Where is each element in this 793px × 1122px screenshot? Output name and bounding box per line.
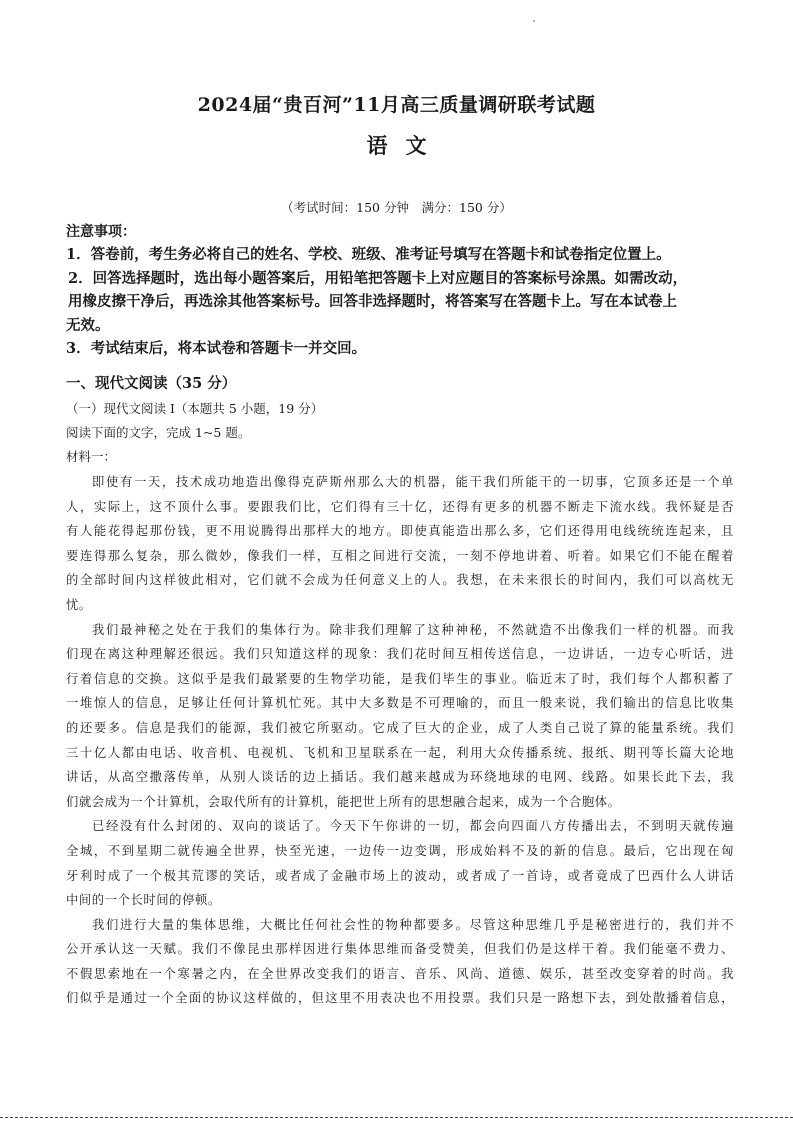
subject-title: 语文 — [366, 133, 445, 158]
notes-item: 3．考试结束后，将本试卷和答题卡一并交回。 — [66, 340, 367, 357]
exam-time-and-score: （考试时间：150 分钟 满分：150 分） — [281, 200, 512, 215]
text-line: 忧。 — [66, 597, 92, 612]
text-line: 全城，不到星期二就传遍全世界，快至光速，一边传一边变调，形成始料不及的新的信息。最后，它出现在匈 — [66, 843, 734, 858]
notes-block — [66, 221, 746, 361]
section-heading: 一、现代文阅读（35 分） — [66, 375, 237, 392]
text-line: 中间的一个长时间的停顿。 — [66, 893, 221, 908]
text-line: 们就会成为一个计算机，会取代所有的计算机，能把世上所有的思想融合起来，成为一个合胞体。 — [66, 794, 621, 809]
exam-title: 2024届“贵百河”11月高三质量调研联考试题 — [197, 94, 596, 116]
text-line: 的全部时间内这样彼此相对，它们就不会成为任何意义上的人。我想，在未来很长的时间内，我们可以高枕无 — [66, 573, 734, 588]
text-line: 的还要多。信息是我们的能源，我们被它所驱动。它成了巨大的企业，成了人类自己说了算的能量系统。我们 — [66, 720, 734, 735]
notes-item: 1．答卷前，考生务必将自己的姓名、学校、班级、准考证号填写在答题卡和试卷指定位置上。 — [66, 246, 671, 263]
text-line: 要连得那么复杂，那么微妙，像我们一样，互相之间进行交流，一刻不停地讲着、听着。如果它们不能在醒着 — [66, 548, 734, 563]
reading-instruction: 阅读下面的文字，完成 1~5 题。 — [66, 425, 251, 440]
subsection-heading: （一）现代文阅读 I（本题共 5 小题，19 分） — [66, 401, 324, 416]
material-body — [66, 470, 734, 1011]
text-line: 讲话，从高空撒落传单，从别人谈话的边上插话。我们越来越成为环绕地球的电网、线路。如果长此下去，我 — [66, 770, 734, 785]
text-line: 行着信息的交换。这似乎是我们最紧要的生物学功能，是我们毕生的事业。临近末了时，我们每个人都积蓄了 — [66, 671, 734, 686]
text-line: 我们最神秘之处在于我们的集体行为。除非我们理解了这种神秘，不然就造不出像我们一样的机器。而我 — [92, 622, 734, 637]
notes-item: 2．回答选择题时，选出每小题答案后，用铅笔把答题卡上对应题目的答案标号涂黑。如需改动， — [68, 269, 688, 287]
text-line: 公开承认这一天赋。我们不像昆虫那样因进行集体思维而备受赞美，但我们仍是这样干着。我们能毫不费力、 — [66, 942, 734, 957]
text-line: 已经没有什么封闭的、双向的谈话了。今天下午你讲的一切，都会向四面八方传播出去，不到明天就传遍 — [92, 819, 734, 834]
text-line: 三十亿人都由电话、收音机、电视机、飞机和卫星联系在一起，利用大众传播系统、报纸、期刊等长篇大论地 — [66, 745, 734, 760]
text-line: 人，实际上，这不顶什么事。要跟我们比，它们得有三十亿，还得有更多的机器不断走下流水线。我怀疑是否 — [66, 499, 734, 514]
notes-item: 用橡皮擦干净后，再选涂其他答案标号。回答非选择题时，将答案写在答题卡上。写在本试卷上 — [68, 293, 677, 310]
text-line: 即使有一天，技术成功地造出像得克萨斯州那么大的机器，能干我们所能干的一切事，它顶多还是一个单 — [92, 475, 734, 489]
text-line: 有人能花得起那份钱，更不用说腾得出那样大的地方。即使真能造出那么多，它们还得用电线统统连起来，且 — [66, 524, 734, 539]
paragraph — [66, 814, 734, 912]
material-label: 材料一： — [66, 449, 117, 464]
scan-speck — [533, 20, 535, 22]
notes-heading: 注意事项： — [66, 224, 136, 240]
notes-item: 无效。 — [66, 316, 110, 334]
text-line: 牙利时成了一个极其荒谬的笑话，或者成了金融市场上的波动，或者成了一首诗，或者竟成了巴西什么人讲话 — [66, 868, 734, 883]
paragraph — [66, 913, 734, 1011]
text-line: 们现在离这种理解还很远。我们只知道这样的现象：我们花时间互相传送信息，一边讲话，一边专心听话，进 — [66, 647, 734, 662]
text-line: 一堆惊人的信息，足够让任何计算机忙死。其中大多数是不可理喻的，而且一般来说，我们输出的信息比收集 — [66, 696, 734, 711]
paragraph — [66, 470, 734, 618]
text-line: 们似乎是通过一个全面的协议这样做的，但这里不用表决也不用投票。我们只是一路想下去，到处散播着信息， — [66, 991, 734, 1006]
page-bottom-rule — [0, 1117, 793, 1118]
text-line: 不假思索地在一个寒暑之内，在全世界改变我们的语言、音乐、风尚、道德、娱乐，甚至改变穿着的时尚。我 — [66, 966, 734, 981]
paragraph — [66, 618, 734, 815]
text-line: 我们进行大量的集体思维，大概比任何社会性的物种都要多。尽管这种思维几乎是秘密进行的，我们并不 — [92, 917, 734, 932]
